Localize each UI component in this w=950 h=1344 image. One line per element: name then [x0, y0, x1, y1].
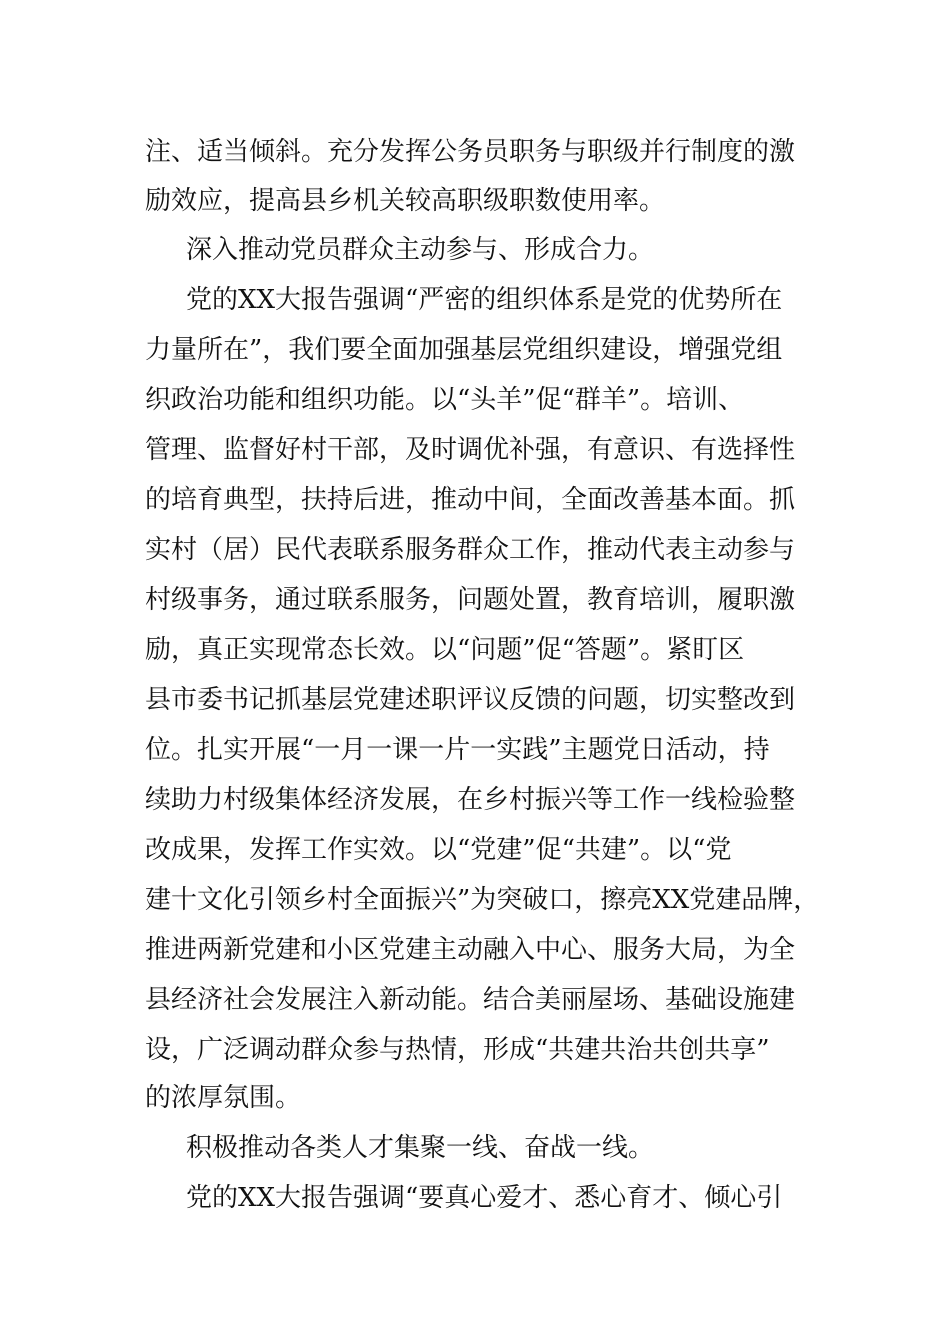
- text-line: 的培育典型，扶持后进，推动中间，全面改善基本面。抓: [145, 485, 796, 515]
- text-line: 注、适当倾斜。充分发挥公务员职务与职级并行制度的激: [145, 137, 796, 167]
- text-line: 设，广泛调动群众参与热情，形成“共建共治共创共享”: [145, 1035, 770, 1065]
- text-line: 励，真正实现常态长效。以“问题”促“答题”。紧盯区: [145, 635, 745, 665]
- text-line: 力量所在”，我们要全面加强基层党组织建设，增强党组: [145, 335, 783, 365]
- text-line: 改成果，发挥工作实效。以“党建”促“共建”。以“党: [145, 835, 732, 865]
- text-line: 励效应，提高县乡机关较高职级职数使用率。: [145, 186, 666, 216]
- text-line: 县市委书记抓基层党建述职评议反馈的问题，切实整改到: [145, 685, 796, 715]
- text-line: 党的XX大报告强调“要真心爱才、悉心育才、倾心引: [186, 1183, 783, 1213]
- text-line: 建十文化引领乡村全面振兴”为突破口，擦亮XX党建品牌，: [145, 885, 820, 915]
- section-heading: 积极推动各类人才集聚一线、奋战一线。: [186, 1133, 655, 1163]
- text-line: 织政治功能和组织功能。以“头羊”促“群羊”。培训、: [145, 385, 745, 415]
- text-line: 位。扎实开展“一月一课一片一实践”主题党日活动，持: [145, 735, 770, 765]
- section-heading: 深入推动党员群众主动参与、形成合力。: [186, 235, 655, 265]
- text-line: 党的XX大报告强调“严密的组织体系是党的优势所在: [186, 285, 783, 315]
- text-line: 推进两新党建和小区党建主动融入中心、服务大局，为全: [145, 935, 796, 965]
- text-line: 村级事务，通过联系服务，问题处置，教育培训，履职激: [145, 585, 796, 615]
- text-line: 县经济社会发展注入新动能。结合美丽屋场、基础设施建: [145, 985, 796, 1015]
- text-line: 实村（居）民代表联系服务群众工作，推动代表主动参与: [145, 535, 796, 565]
- text-line: 管理、监督好村干部，及时调优补强，有意识、有选择性: [145, 435, 796, 465]
- text-line: 续助力村级集体经济发展，在乡村振兴等工作一线检验整: [145, 785, 796, 815]
- text-line: 的浓厚氛围。: [145, 1083, 302, 1113]
